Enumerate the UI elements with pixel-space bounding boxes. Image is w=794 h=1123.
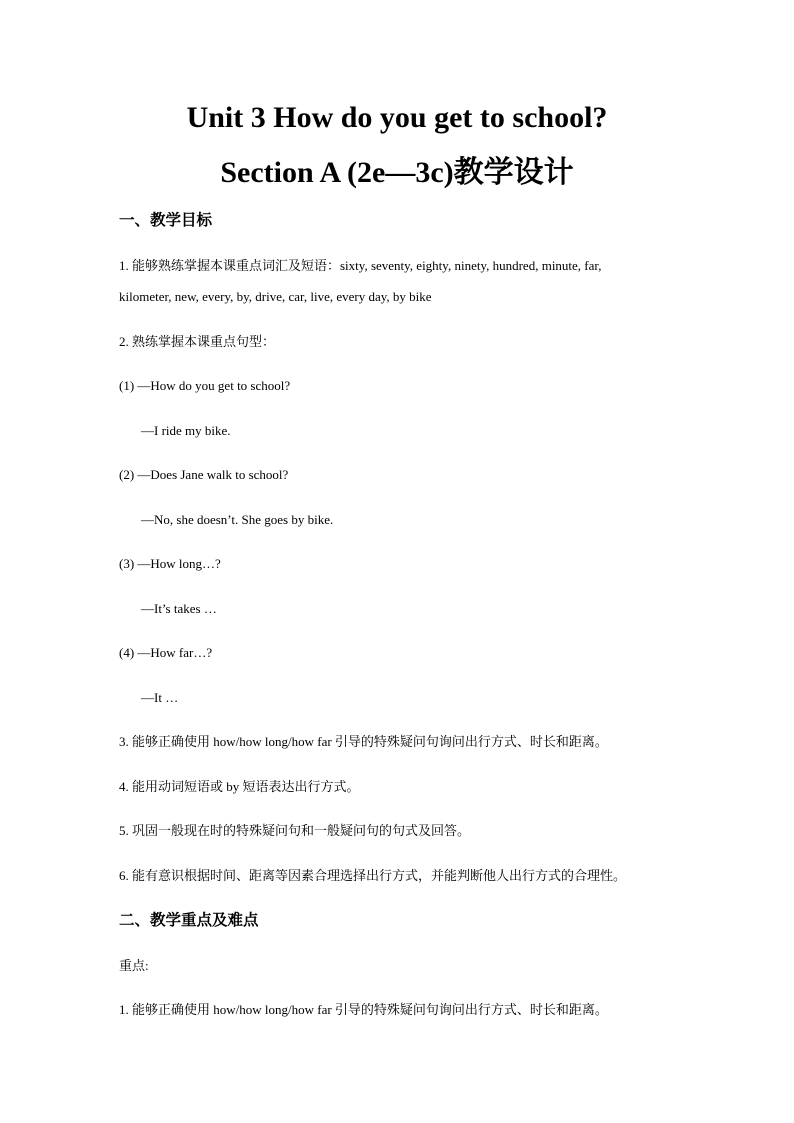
objective-1-line-1: 1. 能够熟练掌握本课重点词汇及短语：sixty, seventy, eighty, ninety, hundred, minute, far, [119,258,602,273]
section-heading-key-points: 二、教学重点及难点 [119,912,259,929]
sentence-4-question: (4) —How far…? [119,645,213,660]
key-point-1: 1. 能够正确使用 how/how long/how far 引导的特殊疑问句询问出行方式、时长和距离。 [119,1002,608,1017]
sentence-1-question: (1) —How do you get to school? [119,378,291,393]
sentence-2-question: (2) —Does Jane walk to school? [119,467,289,482]
sentence-4-answer: —It … [141,690,179,705]
key-points-label: 重点: [119,958,149,973]
objective-5: 5. 巩固一般现在时的特殊疑问句和一般疑问句的句式及回答。 [119,823,471,838]
objective-2: 2. 熟练掌握本课重点句型： [119,334,276,349]
sentence-3-question: (3) —How long…? [119,556,221,571]
sentence-3-answer: —It’s takes … [141,601,217,616]
sentence-1-answer: —I ride my bike. [141,423,231,438]
section-heading-objectives: 一、教学目标 [119,212,213,229]
objective-4: 4. 能用动词短语或 by 短语表达出行方式。 [119,779,360,794]
sentence-2-answer: —No, she doesn’t. She goes by bike. [141,512,334,527]
objective-6: 6. 能有意识根据时间、距离等因素合理选择出行方式，并能判断他人出行方式的合理性。 [119,868,627,883]
objective-1-line-2: kilometer, new, every, by, drive, car, live, every day, by bike [119,289,432,304]
document-title: Unit 3 How do you get to school? [186,101,608,134]
objective-3: 3. 能够正确使用 how/how long/how far 引导的特殊疑问句询问出行方式、时长和距离。 [119,734,608,749]
document-subtitle: Section A (2e—3c)教学设计 [220,156,574,189]
